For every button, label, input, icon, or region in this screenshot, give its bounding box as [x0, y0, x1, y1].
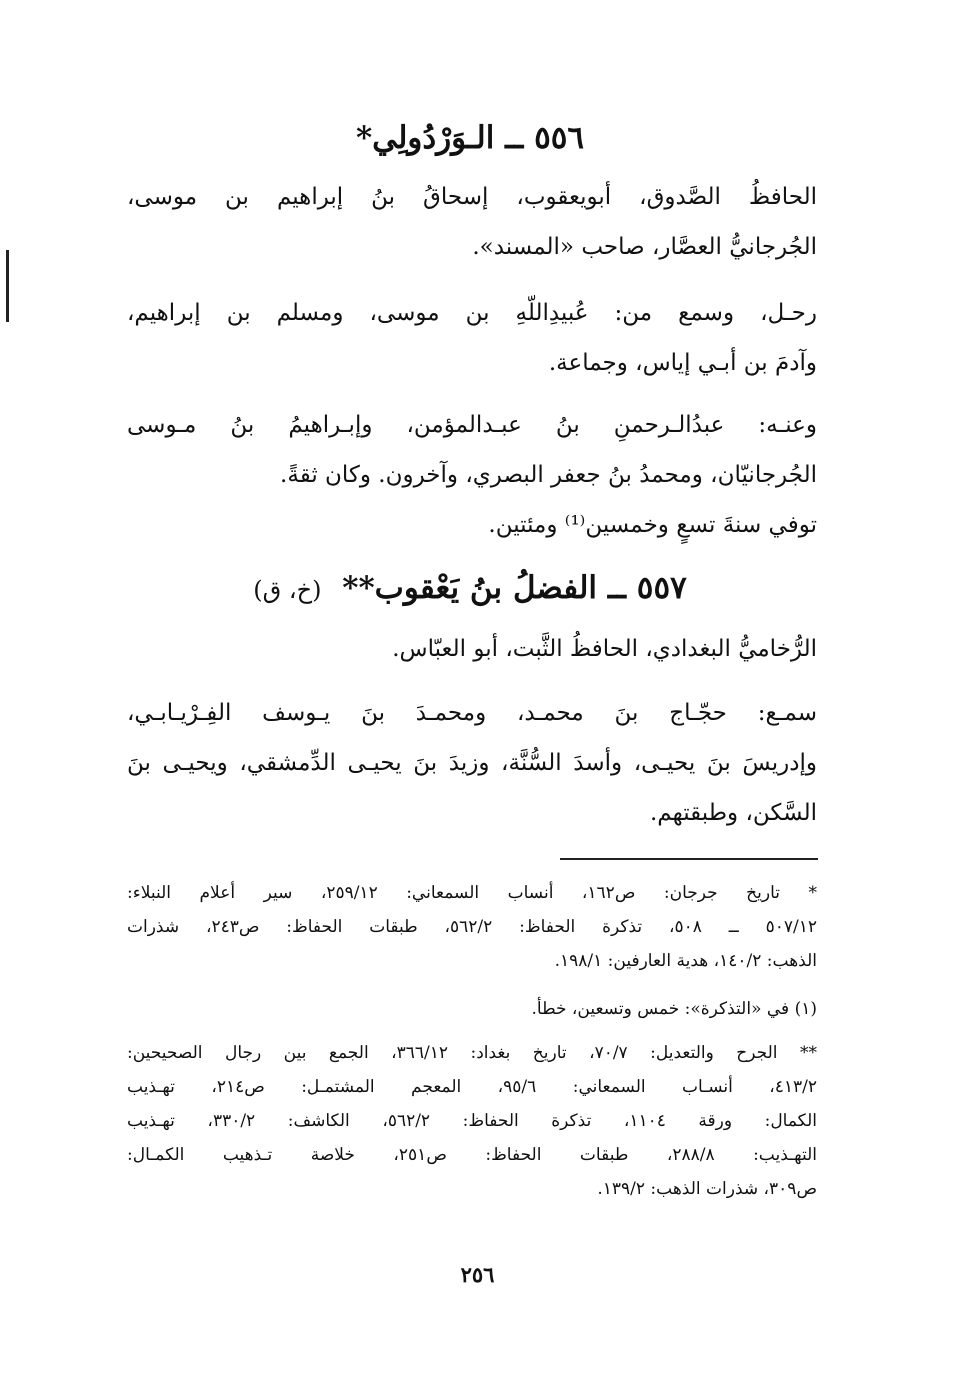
- scan-edge-mark: [6, 250, 9, 322]
- footnote-line-7: الكمال: ورقة ١١٠٤، تذكرة الحفاظ: ٥٦٢/٢، الكاشف: ٣٣٠/٢، تهـذيب: [127, 1111, 817, 1131]
- entry-556-line-6: الجُرجانيّان، ومحمدُ بنُ جعفر البصري، وآخرون. وكان ثقةً.: [280, 462, 817, 488]
- entry-557-line-3: وإدريسَ بنَ يحيـى، وأسدَ السُّنَّة، وزيدَ بنَ يحيـى الدِّمشقي، ويحيـى بنَ: [127, 750, 817, 776]
- entry-556-line-7: توفي سنةَ تسعٍ وخمسين⁽¹⁾ ومئتين.: [488, 512, 817, 538]
- footnote-separator: [560, 858, 818, 860]
- entry-556-line-1: الحافظُ الصَّدوق، أبويعقوب، إسحاقُ بنُ إبراهيم بن موسى،: [127, 184, 817, 210]
- footnote-line-3: الذهب: ١٤٠/٢، هدية العارفين: ١٩٨/١.: [554, 951, 817, 971]
- entry-557-line-4: السَّكن، وطبقتهم.: [649, 800, 817, 826]
- footnote-line-2: ٥٠٧/١٢ ــ ٥٠٨، تذكرة الحفاظ: ٥٦٢/٢، طبقات الحفاظ: ص٢٤٣، شذرات: [127, 917, 817, 937]
- entry-556-line-2: الجُرجانيُّ العصَّار، صاحب «المسند».: [472, 234, 817, 260]
- entry-556-line-5: وعنـه: عبدُالـرحمنِ بنُ عبـدالمؤمن، وإبـراهيمُ بنُ مـوسى: [127, 412, 817, 438]
- footnote-line-8: التهـذيب: ٢٨٨/٨، طبقات الحفاظ: ص٢٥١، خلاصة تـذهيب الكمـال:: [127, 1145, 817, 1165]
- entry-556-line-3: رحـل، وسمع من: عُبيدِاللّهِ بن موسى، ومسلم بن إبراهيم،: [127, 300, 817, 326]
- entry-557-line-1: الرُّخاميُّ البغدادي، الحافظُ الثَّبت، أبو العبّاس.: [392, 636, 817, 662]
- footnote-line-6: ٤١٣/٢، أنسـاب السمعاني: ٩٥/٦، المعجم المشتمـل: ص٢١٤، تهـذيب: [127, 1077, 817, 1097]
- entry-557-title: ٥٥٧ ــ الفضلُ بنُ يَعْقوب**: [342, 570, 687, 606]
- page-number: ٢٥٦: [460, 1262, 495, 1287]
- footnote-line-4: (١) في «التذكرة»: خمس وتسعين، خطأ.: [531, 999, 817, 1019]
- entry-557-heading: [120, 568, 820, 610]
- entry-556-heading: ٥٥٦ ــ الـوَرْدُولِي*: [355, 120, 585, 156]
- entry-556-line-4: وآدمَ بن أبـي إياس، وجماعة.: [548, 350, 817, 376]
- footnote-line-1: * تاريخ جرجان: ص١٦٢، أنساب السمعاني: ٢٥٩/١٢، سير أعلام النبلاء:: [127, 883, 817, 903]
- footnote-line-9: ص٣٠٩، شذرات الذهب: ١٣٩/٢.: [597, 1179, 817, 1199]
- entry-557-sigla: (خ، ق): [253, 576, 322, 604]
- entry-557-line-2: سمـع: حجّـاج بنَ محمـد، ومحمـدَ بنَ يـوسف الفِـرْيـابـي،: [127, 700, 817, 726]
- footnote-line-5: ** الجرح والتعديل: ٧٠/٧، تاريخ بغداد: ٣٦٦/١٢، الجمع بين رجال الصحيحين:: [127, 1043, 817, 1063]
